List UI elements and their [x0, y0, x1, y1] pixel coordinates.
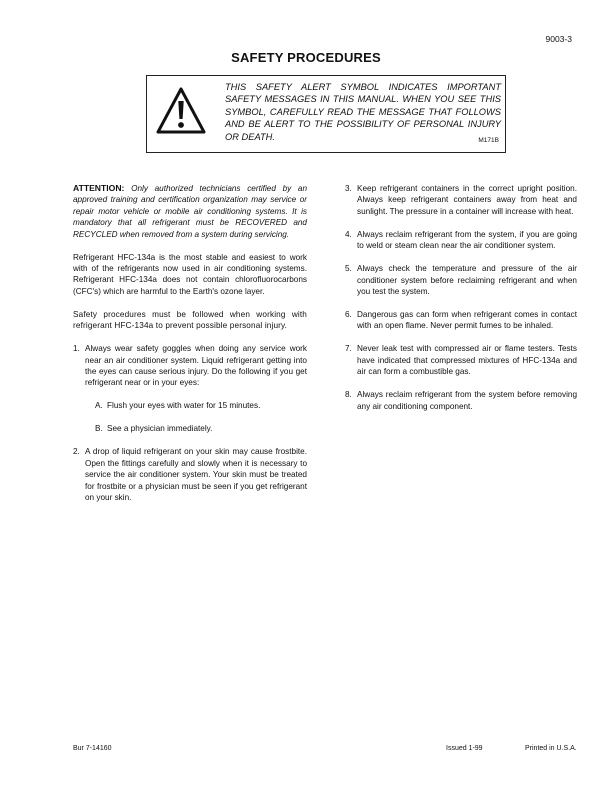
step-number: 3.: [345, 184, 352, 193]
footer-printed: Printed in U.S.A.: [525, 745, 577, 752]
sub-letter: B.: [95, 424, 103, 434]
attention-text: Only authorized technicians certified by an approved training and certification organization may service or repair motor vehicle or mobile air conditioning systems. It is mandatory that all refrigerant must be RECOVERED and RECYCLED when removed from a system during servicing.: [73, 184, 308, 239]
list-item: [73, 446, 307, 503]
step-number: 6.: [345, 310, 352, 320]
step-text: Always reclaim refrigerant from the system, if you are going to weld or steam clean near the air conditioner system.: [357, 229, 577, 251]
step-number: 5.: [345, 264, 352, 274]
step-text: Always reclaim refrigerant from the system before removing any air conditioning component.: [357, 390, 577, 411]
step-text: Never leak test with compressed air or flame testers. Tests have indicated that compressed mixtures of HFC-134a and air can form a combustible gas.: [357, 344, 577, 377]
sub-list-item: [95, 423, 307, 434]
step-number: 8.: [345, 390, 352, 400]
list-item: [345, 263, 577, 297]
list-item: [345, 183, 577, 217]
safety-alert-box: [146, 75, 506, 153]
right-column: [345, 183, 577, 424]
intro-paragraph-1: Refrigerant HFC-134a is the most stable and easiest to work with of the refrigerants now used in air conditioning systems. Refrigerant HFC-134a does not contain chlorofluorocarbons (CFC's) which are harmful to the Earth's ozone layer.: [73, 252, 307, 296]
left-column: [73, 183, 307, 515]
steps-list-right: [345, 183, 577, 412]
footer-doc-number: Bur 7-14160: [73, 745, 112, 752]
alert-message: THIS SAFETY ALERT SYMBOL INDICATES IMPORTANT SAFETY MESSAGES IN THIS MANUAL. WHEN YOU SEE THIS SYMBOL, CAREFULLY READ THE MESSAGE THAT FOLLOWS AND BE ALERT TO THE POSSIBILITY OF PERSONAL INJURY OR DEATH.: [225, 82, 501, 142]
step-text: Keep refrigerant containers in the correct upright position. Always keep refrigerant containers away from heat and sunlight. The pressure in a container will increase with heat.: [357, 184, 577, 216]
list-item: [345, 343, 577, 377]
list-item: [73, 343, 307, 435]
attention-label: ATTENTION:: [73, 183, 125, 193]
step-text: Dangerous gas can form when refrigerant comes in contact with an open flame. Never permit fumes to be inhaled.: [357, 310, 577, 331]
sub-text: Flush your eyes with water for 15 minutes.: [107, 401, 261, 411]
step-text: Always wear safety goggles when doing any service work near an air conditioner system. Liquid refrigerant getting into the eyes can cause serious injury. Do the following if you get refrigerant near or in your eyes:: [85, 344, 307, 388]
page-title: SAFETY PROCEDURES: [231, 50, 381, 65]
alert-code: M171B: [478, 137, 499, 144]
list-item: [345, 389, 577, 412]
step-number: 4.: [345, 229, 352, 239]
step-number: 7.: [345, 344, 352, 354]
step-number: 2.: [73, 447, 80, 457]
sub-letter: A.: [95, 401, 103, 411]
step-number: 1.: [73, 344, 80, 354]
sub-list-item: [95, 400, 307, 411]
list-item: [345, 229, 577, 252]
step-text: A drop of liquid refrigerant on your skin may cause frostbite. Open the fittings carefully and slowly when it is necessary to service the air conditioner system. Your skin must be treated for frostbite or a physician must be seen if you get refrigerant on your skin.: [85, 447, 307, 503]
sub-text: See a physician immediately.: [107, 424, 213, 434]
page-number: 9003-3: [545, 34, 572, 44]
warning-triangle-icon: [155, 86, 207, 136]
step-text: Always check the temperature and pressure of the air conditioner system before reclaiming refrigerant and when you test the system.: [357, 264, 577, 297]
footer-issued: Issued 1-99: [446, 745, 483, 752]
steps-list-left: [73, 343, 307, 503]
attention-paragraph: [73, 183, 307, 240]
sub-list: [95, 400, 307, 434]
intro-paragraph-2: Safety procedures must be followed when working with refrigerant HFC-134a to prevent possible personal injury.: [73, 309, 307, 331]
list-item: [345, 309, 577, 332]
